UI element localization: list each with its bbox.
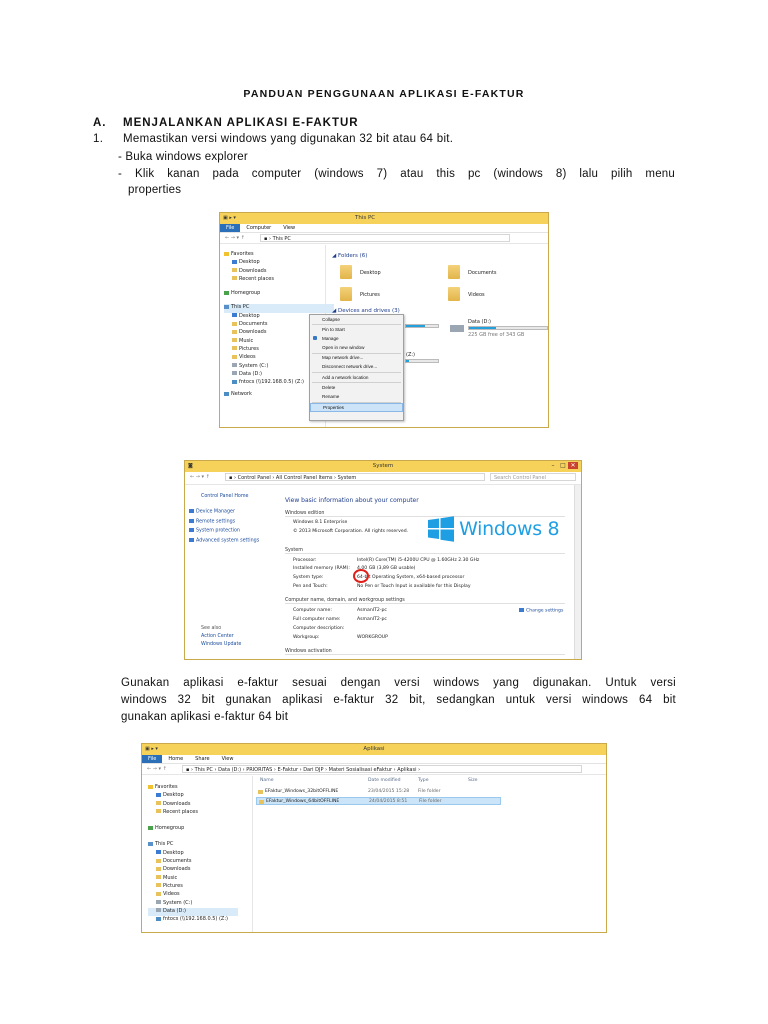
full-computer-name-value: AsmanIT2-pc (357, 617, 387, 622)
table-row[interactable] (256, 788, 501, 796)
menu-item-pin-to-start[interactable]: Pin to Start (322, 326, 345, 332)
shield-icon (519, 608, 524, 612)
ram-label: Installed memory (RAM): (293, 566, 350, 571)
explorer2-address-bar (142, 764, 606, 775)
explorer2-title: Aplikasi (363, 746, 385, 752)
pictures-icon (232, 346, 237, 350)
tree-documents[interactable]: Documents (148, 858, 238, 866)
file-type: File folder (418, 789, 441, 794)
network-drive-icon (156, 917, 161, 921)
ribbon-tab-file[interactable]: File (220, 224, 240, 232)
system-search-input[interactable]: Search Control Panel (490, 473, 576, 481)
star-icon (224, 252, 229, 256)
network-icon (224, 392, 229, 396)
folders-group-header[interactable]: ◢ Folders (6) (332, 253, 368, 259)
column-type[interactable]: Type (418, 778, 429, 783)
tree-this-pc[interactable]: This PC (224, 304, 334, 312)
section-a-heading (93, 117, 359, 129)
drive-z-label-fragment[interactable]: (Z:) (406, 352, 416, 358)
substep-right-click-line1: - Klik kanan pada computer (windows 7) atau this pc (windows 8) lalu pilih menu (118, 168, 675, 180)
menu-item-map-drive[interactable]: Map network drive... (322, 355, 364, 361)
folder-icon (258, 790, 263, 794)
highlight-circle (353, 569, 369, 583)
advanced-settings-link[interactable]: Advanced system settings (189, 538, 259, 548)
menu-item-collapse[interactable]: Collapse (322, 316, 340, 322)
section-a-number: A. (93, 117, 107, 129)
drive-d-usage-bar (468, 326, 548, 330)
system-left-links (189, 509, 259, 548)
windows-8-logo (428, 516, 559, 542)
tree-videos[interactable]: Videos (224, 354, 334, 362)
column-date[interactable]: Date modified (368, 778, 401, 783)
system-type-value: 64-bit Operating System, x64-based processor (357, 575, 465, 580)
step-1-text: Memastikan versi windows yang digunakan 32 bit atau 64 bit. (123, 133, 454, 145)
folder-videos-icon[interactable] (448, 287, 460, 301)
file-date: 23/04/2015 15:28 (368, 789, 410, 794)
drive-icon (232, 371, 237, 375)
tree-system-c[interactable]: System (C:) (148, 900, 238, 908)
document-title: PANDUAN PENGGUNAAN APLIKASI E-FAKTUR (243, 88, 525, 100)
explorer1-address-bar (220, 233, 548, 244)
homegroup-icon (148, 826, 153, 830)
remote-settings-link[interactable]: Remote settings (189, 519, 259, 529)
tree-this-pc[interactable]: This PC (148, 841, 238, 849)
tree-music[interactable]: Music (148, 875, 238, 883)
pen-touch-label: Pen and Touch: (293, 584, 328, 589)
folder-icon (232, 276, 237, 280)
tree-homegroup[interactable]: Homegroup (148, 825, 238, 833)
tree-desktop-2[interactable]: Desktop (148, 850, 238, 858)
windows-edition-value: Windows 8.1 Enterprise (293, 520, 348, 525)
explorer1-title: This PC (355, 215, 376, 221)
ribbon-tab-share[interactable]: Share (195, 756, 210, 762)
folder-icon (156, 801, 161, 805)
shield-icon (189, 509, 194, 513)
maximize-icon[interactable]: □ (560, 462, 566, 469)
explorer1-address-input[interactable]: ▪ › This PC (260, 234, 510, 242)
section-a-title: MENJALANKAN APLIKASI E-FAKTUR (123, 117, 359, 129)
drive-d-name[interactable]: Data (D:) (468, 319, 491, 325)
computer-description-label: Computer description: (293, 626, 345, 631)
desktop-icon (232, 313, 237, 317)
computer-name-header: Computer name, domain, and workgroup settings (285, 598, 565, 604)
context-menu (309, 314, 404, 421)
drive-d-icon[interactable] (450, 325, 464, 332)
star-icon (148, 785, 153, 789)
close-icon[interactable]: ✕ (568, 462, 578, 469)
processor-label: Processor: (293, 558, 317, 563)
pen-touch-value: No Pen or Touch Input is available for this Display (357, 584, 471, 589)
windows-logo-icon (428, 516, 454, 542)
paragraph-line-1: Gunakan aplikasi e-faktur sesuai dengan versi windows yang digunakan. Untuk versi (121, 677, 676, 689)
system-scrollbar[interactable] (574, 485, 581, 660)
tree-music[interactable]: Music (224, 338, 334, 346)
action-center-link[interactable]: Action Center (201, 634, 234, 639)
system-protection-link[interactable]: System protection (189, 528, 259, 538)
videos-icon (156, 892, 161, 896)
tree-pictures[interactable]: Pictures (224, 346, 334, 354)
windows-activation-header: Windows activation (285, 649, 565, 655)
shield-icon (189, 528, 194, 532)
quick-access-toolbar[interactable]: ▣ ▸ ▾ (223, 215, 236, 221)
substep-right-click-line2: properties (128, 184, 182, 196)
videos-icon (232, 355, 237, 359)
change-settings-link[interactable]: Change settings (519, 608, 563, 614)
tree-favorites[interactable]: Favorites (148, 784, 238, 792)
ram-value: 4,00 GB (3,89 GB usable) (357, 566, 416, 571)
folder-pictures-label[interactable]: Pictures (360, 292, 380, 298)
control-panel-icon: ▪ › (229, 475, 238, 481)
ribbon-tab-file[interactable]: File (142, 755, 162, 763)
drive-icon (156, 900, 161, 904)
file-name: EFaktur_Windows_64bitOFFLINE (266, 799, 340, 804)
explorer2-address-input[interactable]: ▪ › This PC › Data (D:) › PRIORITAS › E-Faktur › Dari DJP › Materi Sosialisasi eFaktur › Aplikasi › (182, 765, 582, 773)
nav-arrows-icon[interactable]: ← → ▾ ↑ (190, 474, 210, 480)
explorer-aplikasi-window (141, 743, 607, 933)
tree-videos[interactable]: Videos (148, 891, 238, 899)
tree-recent[interactable]: Recent places (148, 809, 238, 817)
file-list-header (256, 778, 596, 786)
homegroup-icon (224, 291, 229, 295)
ribbon-tab-view[interactable]: View (283, 225, 296, 231)
step-1-number: 1. (93, 133, 104, 145)
substep-open-explorer: - Buka windows explorer (118, 151, 248, 163)
table-row-selected[interactable] (256, 797, 501, 805)
folder-pictures-icon[interactable] (340, 287, 352, 301)
tree-favorites[interactable]: Favorites (224, 251, 334, 259)
windows-update-link[interactable]: Windows Update (201, 642, 242, 647)
drive-d-free-space: 225 GB free of 343 GB (468, 332, 525, 338)
tree-pictures[interactable]: Pictures (148, 883, 238, 891)
workgroup-value: WORKGROUP (357, 635, 388, 640)
tree-data-d[interactable]: Data (D:) (148, 908, 238, 916)
explorer2-ribbon (142, 755, 606, 764)
devices-group-header[interactable]: ◢ Devices and drives (3) (332, 308, 400, 314)
nav-arrows-icon[interactable]: ← → ▾ ↑ (225, 235, 245, 241)
folder-icon (156, 859, 161, 863)
system-titlebar (185, 461, 581, 472)
drive-c-usage-bar (405, 324, 439, 328)
nav-arrows-icon[interactable]: ← → ▾ ↑ (147, 766, 167, 772)
ribbon-tab-computer[interactable]: Computer (246, 225, 272, 231)
menu-item-add-network-location[interactable]: Add a network location (322, 374, 369, 380)
folder-icon (232, 322, 237, 326)
control-panel-home-link[interactable]: Control Panel Home (201, 494, 249, 499)
shield-icon (313, 336, 317, 340)
processor-value: Intel(R) Core(TM) i5-4200U CPU @ 1.60GHz 2.30 GHz (357, 558, 480, 563)
tree-recent[interactable]: Recent places (224, 276, 334, 284)
drive-icon (232, 363, 237, 367)
ribbon-tab-home[interactable]: Home (168, 756, 184, 762)
folder-icon (156, 809, 161, 813)
column-name[interactable]: Name (260, 778, 274, 783)
windows-8-wordmark: Windows 8 (459, 518, 560, 540)
tree-desktop-2[interactable]: Desktop (224, 313, 334, 321)
pc-icon: ▪ › (264, 236, 273, 242)
folder-documents-icon[interactable] (448, 265, 460, 279)
tree-homegroup[interactable]: Homegroup (224, 290, 334, 298)
tree-desktop[interactable]: Desktop (224, 259, 334, 267)
windows-edition-header: Windows edition (285, 511, 565, 517)
tree-data-d[interactable]: Data (D:) (224, 371, 334, 379)
step-1 (93, 133, 453, 145)
tree-downloads[interactable]: Downloads (148, 801, 238, 809)
desktop-icon (232, 260, 237, 264)
folder-icon (232, 330, 237, 334)
desktop-icon (156, 793, 161, 797)
network-drive-icon (232, 380, 237, 384)
shield-icon (189, 538, 194, 542)
system-title: System (372, 463, 394, 469)
explorer1-ribbon (220, 224, 548, 233)
menu-item-rename[interactable]: Rename (322, 394, 340, 399)
chevron-down-icon: ◢ (332, 253, 338, 259)
tree-downloads-2[interactable]: Downloads (148, 866, 238, 874)
drive-z-usage-bar (405, 359, 439, 363)
see-also-label: See also (201, 626, 222, 631)
menu-item-disconnect-drive[interactable]: Disconnect network drive... (322, 364, 378, 370)
folder-icon (232, 268, 237, 272)
shield-icon (189, 519, 194, 523)
ribbon-tab-view[interactable]: View (221, 756, 234, 762)
paragraph-line-3: gunakan aplikasi e-faktur 64 bit (121, 711, 289, 723)
music-icon (232, 338, 237, 342)
system-left-pane (201, 494, 249, 504)
system-window (184, 460, 582, 660)
explorer1-titlebar (220, 213, 548, 224)
system-header: System (285, 548, 565, 554)
instruction-paragraph (121, 675, 676, 726)
device-manager-link[interactable]: Device Manager (189, 509, 259, 519)
copyright-text: © 2013 Microsoft Corporation. All rights reserved. (293, 529, 409, 534)
computer-name-value: AsmanIT2-pc (357, 608, 387, 613)
quick-access-toolbar[interactable]: ▣ ▸ ▾ (145, 746, 158, 752)
folder-documents-label[interactable]: Documents (468, 270, 497, 276)
system-address-bar (185, 472, 581, 485)
folder-desktop-label[interactable]: Desktop (360, 270, 381, 276)
tree-network[interactable]: Network (224, 391, 334, 399)
folder-icon: ▪ › (186, 767, 195, 773)
tree-documents[interactable]: Documents (224, 321, 334, 329)
file-name: EFaktur_Windows_32bitOFFLINE (265, 789, 339, 794)
tree-desktop[interactable]: Desktop (148, 792, 238, 800)
explorer2-pane-divider (252, 776, 253, 933)
folder-videos-label[interactable]: Videos (468, 292, 485, 298)
desktop-icon (156, 850, 161, 854)
file-date: 24/04/2015 8:51 (369, 799, 408, 804)
tree-downloads[interactable]: Downloads (224, 268, 334, 276)
window-controls (548, 462, 578, 469)
explorer2-titlebar (142, 744, 606, 755)
pictures-icon (156, 883, 161, 887)
pc-icon (224, 305, 229, 309)
see-also-links (201, 634, 241, 650)
computer-name-label: Computer name: (293, 608, 332, 613)
folder-icon (156, 867, 161, 871)
system-type-label: System type: (293, 575, 324, 580)
tree-system-c[interactable]: System (C:) (224, 363, 334, 371)
folder-icon (259, 800, 264, 804)
tree-downloads-2[interactable]: Downloads (224, 329, 334, 337)
explorer2-nav-tree (148, 784, 238, 924)
pc-icon (148, 842, 153, 846)
tree-network-drive[interactable]: fntocs (\\192.168.0.5) (Z:) (148, 916, 238, 924)
drive-icon (156, 908, 161, 912)
system-app-icon: ◙ (188, 463, 193, 469)
system-address-input[interactable]: ▪ › Control Panel › All Control Panel Items › System (225, 473, 485, 481)
music-icon (156, 875, 161, 879)
folder-desktop-icon[interactable] (340, 265, 352, 279)
tree-network-drive[interactable]: fntocs (\\192.168.0.5) (Z:) (224, 379, 334, 387)
full-computer-name-label: Full computer name: (293, 617, 341, 622)
menu-item-properties[interactable]: Properties (310, 403, 403, 412)
chevron-down-icon: ◢ (332, 308, 338, 314)
menu-item-delete[interactable]: Delete (322, 384, 336, 390)
system-main-heading: View basic information about your computer (285, 497, 419, 504)
workgroup-label: Workgroup: (293, 635, 320, 640)
menu-item-open-new-window[interactable]: Open in new window (322, 345, 365, 351)
paragraph-line-2: windows 32 bit gunakan aplikasi e-faktur 32 bit, sedangkan untuk versi windows 64 bit (121, 694, 676, 706)
column-size[interactable]: Size (468, 778, 478, 783)
minimize-icon[interactable]: – (551, 462, 555, 469)
file-type: File folder (419, 799, 442, 804)
menu-item-manage[interactable]: Manage (310, 334, 403, 343)
